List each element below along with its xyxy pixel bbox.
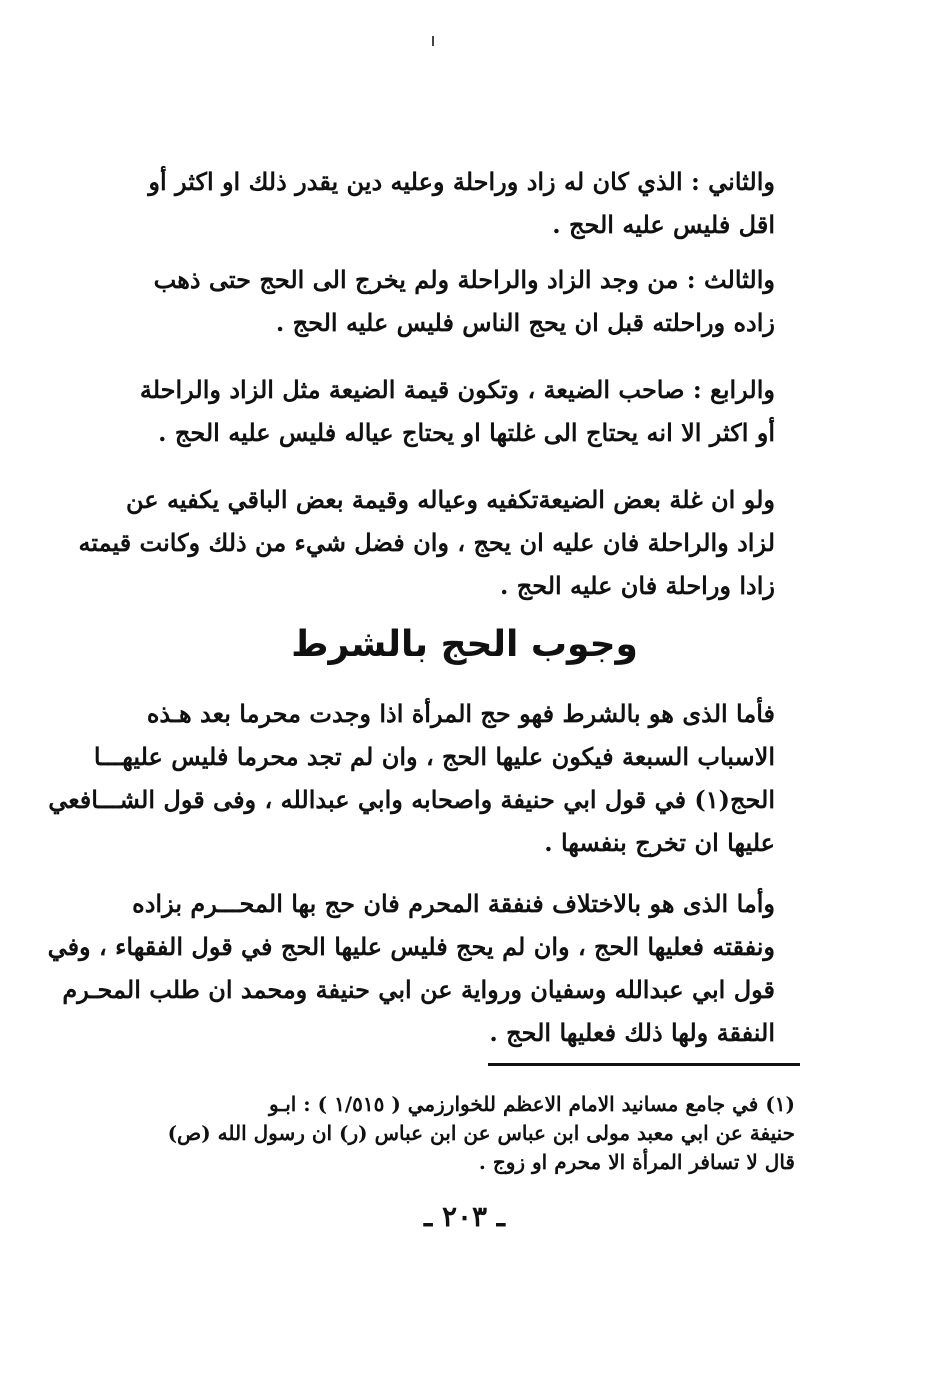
text-line: النفقة ولها ذلك فعليها الحج . [489,1018,775,1047]
text-line: زاده وراحلته قبل ان يحج الناس فليس عليه الحج . [275,308,775,337]
footnote-divider [488,1063,800,1066]
text-line: اقل فليس عليه الحج . [552,210,775,239]
footnote-line: قال لا تسافر المرأة الا محرم او زوج . [478,1150,795,1174]
text-line: والرابع : صاحب الضيعة ، وتكون قيمة الضيعة مثل الزاد والراحلة [139,375,775,404]
section-heading: وجوب الحج بالشرط [291,624,638,665]
text-line: أو اكثر الا انه يحتاج الى غلتها او يحتاج عياله فليس عليه الحج . [158,418,775,447]
paragraph-disputed [47,882,775,1054]
text-line: والثالث : من وجد الزاد والراحلة ولم يخرج الى الحج حتى ذهب [153,265,775,294]
paragraph-third-case [155,258,775,344]
text-line: ولو ان غلة بعض الضيعةتكفيه وعياله وقيمة بعض الباقي يكفيه عن [126,485,775,514]
text-line: الاسباب السبعة فيكون عليها الحج ، وان لم تجد محرما فليس عليهـــا [93,742,775,771]
footnote-line: حنيفة عن ابي معبد مولى ابن عباس عن ابن عباس (ر) ان رسول الله (ص) [167,1121,795,1145]
text-line: والثاني : الذي كان له زاد وراحلة وعليه دين يقدر ذلك او اكثر أو [148,167,775,196]
text-line: زادا وراحلة فان عليه الحج . [500,571,775,600]
text-line: لزاد والراحلة فان عليه ان يحج ، وان فضل شيء من ذلك وكانت قيمته [78,528,775,557]
paragraph-estate-note [78,478,775,607]
text-line: ونفقته فعليها الحج ، وان لم يحج فليس عليها الحج في قول الفقهاء ، وفي [47,932,775,961]
text-line: عليها ان تخرج بنفسها . [544,828,775,857]
text-line: الحج(١) في قول ابي حنيفة واصحابه وابي عبدالله ، وفى قول الشـــافعي [48,785,775,814]
footnote-line: (١) في جامع مسانيد الامام الاعظم للخوارزمي ( ١/٥١٥ ) : ابـو [269,1092,795,1116]
text-line: قول ابي عبدالله وسفيان ورواية عن ابي حنيفة ومحمد ان طلب المحـرم [62,975,775,1004]
paragraph-second-case [148,160,775,246]
paragraph-fourth-case [139,368,775,454]
footnote [155,1090,795,1177]
scan-mark [432,36,434,46]
text-line: وأما الذى هو بالاختلاف فنفقة المحرم فان حج بها المحـــرم بزاده [132,889,775,918]
paragraph-conditional [48,692,775,864]
page-number: ـ ٢٠٣ ـ [423,1200,506,1233]
text-line: فأما الذى هو بالشرط فهو حج المرأة اذا وجدت محرما بعد هـذه [146,699,775,728]
